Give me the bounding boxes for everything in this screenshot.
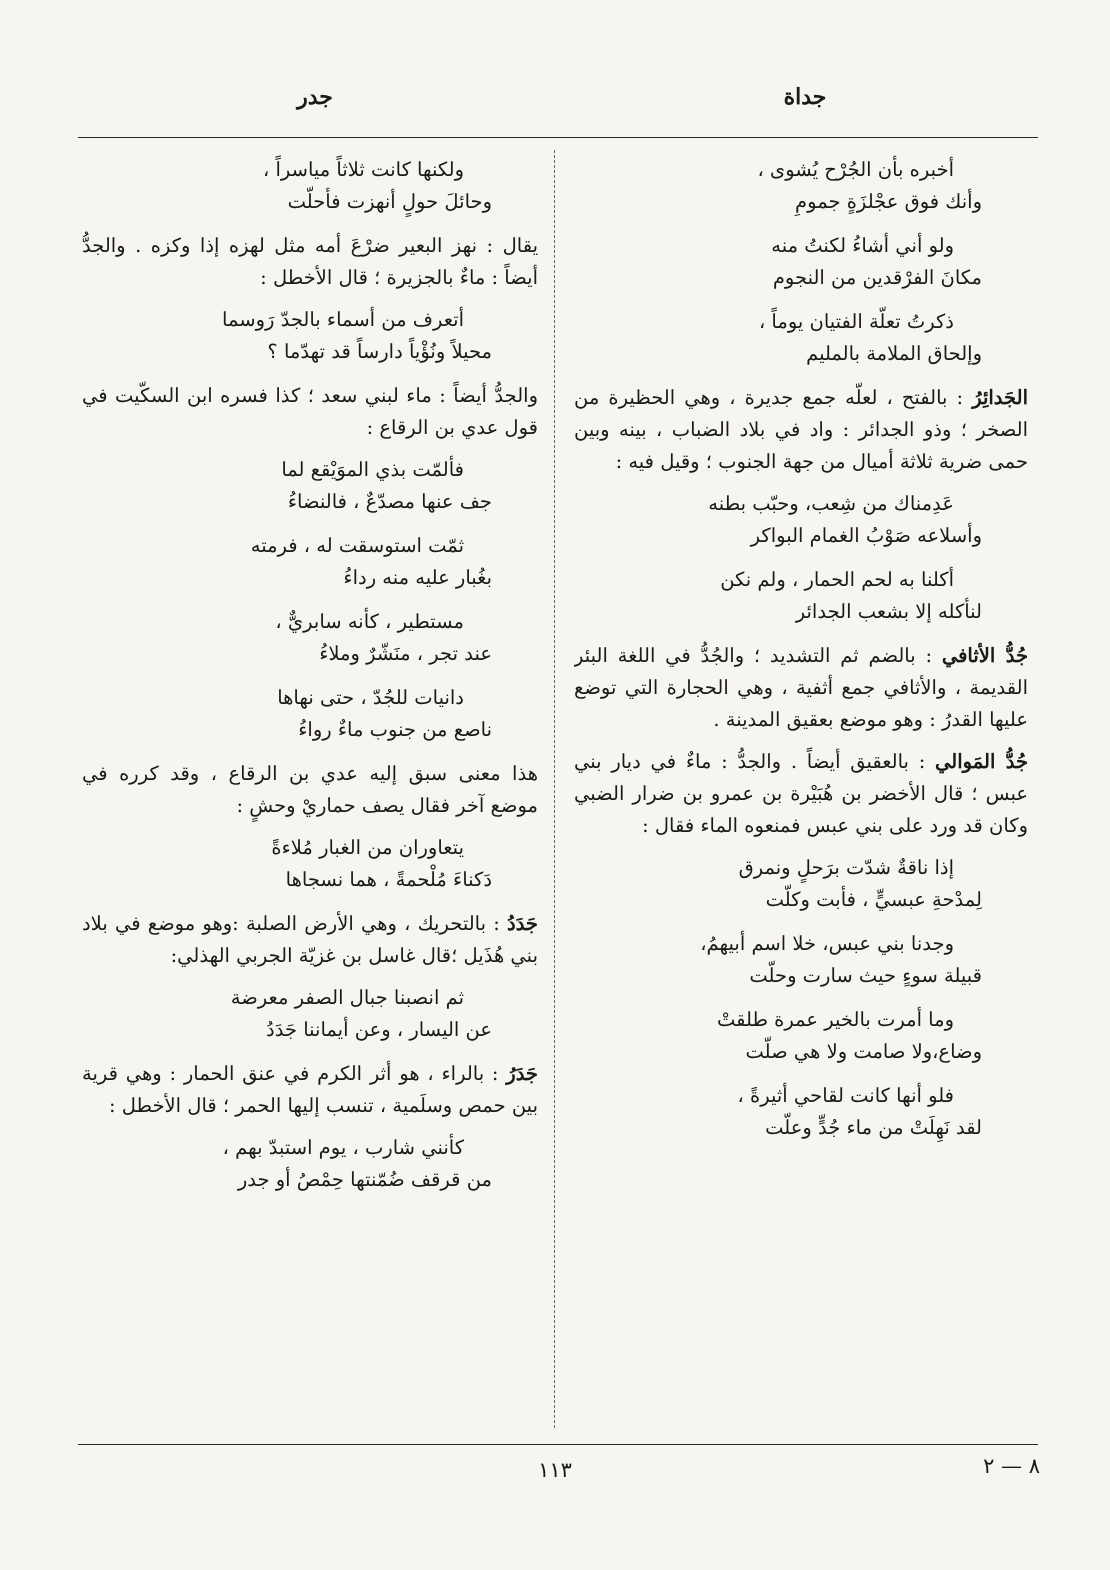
verse: إذا ناقةٌ شدّت برَحلٍ ونمرق لِمدْحةِ عبسيٍّ ، فأبت وكلّت: [738, 856, 982, 911]
verse: ولو أني أشاءُ لكنتُ منه مكانَ الفرْقدين من النجوم: [771, 234, 982, 289]
paragraph: هذا معنى سبق إليه عدي بن الرقاع ، وقد كرره في موضع آخر فقال يصف حماريْ وحشٍ :: [82, 762, 538, 817]
entry-jud-al-athafi: جُدُّ الأثافي : بالضم ثم التشديد ؛ والجُدُّ في اللغة البئر القديمة ، والأثافي جمع أثفية ، وهي الحجارة التي توضع عليها القدرُ : وهو موضع بعقيق المدينة .: [574, 644, 1028, 731]
left-column: [82, 148, 538, 1428]
verse: ثم انصبنا جبال الصفر معرضة عن اليسار ، وعن أيماننا جَدَدُ: [230, 986, 492, 1041]
entry-headword: جُدُّ الأثافي: [941, 644, 1028, 667]
entry-headword: جَدَرُ: [506, 1062, 538, 1085]
entry-jadar: جَدَرُ : بالراء ، هو أثر الكرم في عنق الحمار : وهي قرية بين حمص وسلَمية ، تنسب إليها الحمر ؛ قال الأخطل :: [82, 1062, 538, 1117]
entry-headword: الجَدائِرُ: [972, 386, 1028, 409]
verse: مستطير ، كأنه سابريٌّ ، عند تجر ، منَشّرٌ وملاءُ: [275, 610, 492, 665]
header-rule: [78, 137, 1038, 138]
signature-mark: ٨ — ٢: [983, 1454, 1040, 1478]
entry-jud-al-mawali: جُدُّ المَوالي : بالعقيق أيضاً . والجدُّ : ماءٌ في ديار بني عبس ؛ قال الأخضر بن هُبَيْرة بن عمرو بن ضرار الضبي وكان قد ورد على بني عبس فمنعوه الماء فقال :: [574, 750, 1028, 837]
column-separator: [554, 150, 555, 1428]
verse: أكلنا به لحم الحمار ، ولم نكن لنأكله إلا بشعب الجدائر: [720, 568, 982, 623]
paragraph: والجدُّ أيضاً : ماء لبني سعد ؛ كذا فسره ابن السكّيت في قول عدي بن الرقاع :: [82, 384, 538, 439]
entry-headword: جُدُّ المَوالي: [935, 750, 1028, 773]
running-head-right: جداة: [783, 84, 827, 110]
right-column: [574, 148, 1028, 1428]
verse: أخبره بأن الجُرْح يُشوى ، وأنك فوق عجْلزَةٍ جمومِ: [757, 158, 982, 213]
entry-jadad: جَدَدُ : بالتحريك ، وهي الأرض الصلبة :وهو موضع في بلاد بني هُذَيل ؛قال غاسل بن غزيّة الجربي الهذلي:: [82, 912, 538, 967]
verse: ولكنها كانت ثلاثاً مياسراً ، وحائلَ حولٍ أنهزت فأحلّت: [262, 158, 492, 213]
verse: كأنني شارب ، يوم استبدّ بهم ، من قرقف ضُمّنتها حِمْصُ أو جدر: [222, 1136, 492, 1191]
verse: وجدنا بني عبس، خلا اسم أبيهمُ، قبيلة سوءٍ حيث سارت وحلّت: [700, 932, 982, 987]
paragraph: يقال : نهز البعير ضرْعَ أمه مثل لهزه إذا وكزه . والجدُّ أيضاً : ماءٌ بالجزيرة ؛ قال الأخطل :: [82, 234, 538, 289]
verse: أتعرف من أسماء بالجدّ رَوسما محيلاً ونُؤْياً دارساً قد تهدّما ؟: [222, 308, 492, 363]
footer-rule: [78, 1444, 1038, 1445]
verse: عَدِمناك من شِعب، وحبّب بطنه وأسلاعه صَوْبُ الغمام البواكر: [708, 492, 982, 547]
verse: فألمّت بذي الموَيْقع لما جف عنها مصدّعٌ ، فالنضاءُ: [281, 458, 492, 513]
verse: ثمّت استوسقت له ، فرمته بغُبار عليه منه رداءُ: [250, 534, 492, 589]
verse: يتعاوران من الغبار مُلاءةً دَكناءَ مُلْحمةً ، هما نسجاها: [271, 836, 492, 891]
entry-jadaer: الجَدائِرُ : بالفتح ، لعلّه جمع جديرة ، وهي الحظيرة من الصخر ؛ وذو الجدائر : واد في بلاد الضباب ، بينه وبين حمى ضرية ثلاثة أميال من جهة الجنوب ؛ وقيل فيه :: [574, 386, 1028, 473]
verse: وما أمرت بالخير عمرة طلقتْ وضاع،ولا صامت ولا هي صلّت: [717, 1008, 982, 1063]
verse: ذكرتُ تعلّة الفتيان يوماً ، وإلحاق الملامة بالمليم: [758, 310, 982, 365]
running-head-left: جدر: [297, 84, 333, 110]
entry-headword: جَدَدُ: [507, 912, 538, 935]
verse: دانيات للجُدّ ، حتى نهاها ناصع من جنوب ماءٌ رواءُ: [277, 686, 492, 741]
page-number: ١١٣: [538, 1458, 572, 1482]
verse: فلو أنها كانت لقاحي أثيرةً ، لقد نَهِلَتْ من ماء جُدٍّ وعلّت: [737, 1084, 982, 1139]
